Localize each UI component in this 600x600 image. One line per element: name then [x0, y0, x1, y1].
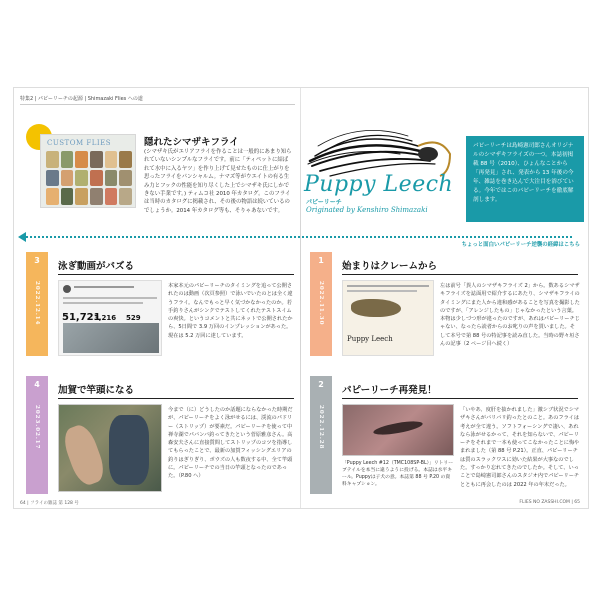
section-4-body: 今まで（に）どうしたのか話題にならなかった時期だが、パピーリーチをよく泳がせるには、渓流のパドリー（ストリップ）が要素だ。パピーリーチを使って中禅寺湖でパバンバ釣ってきたという菅原雅彦さん。高森安夫さんに直接質問してストリップのコツを指導してもらったことで、最新の加賀フィッシングエリアの釣りはぎりぎり、ボウズの人も数夜する中、全て竿頭に。パピーリーチでの当日の竿頭となったのであった。（P.80 へ）: [168, 407, 293, 480]
section-date: 2023.02.17: [34, 405, 40, 450]
section-rule: [58, 398, 294, 399]
footer-left: 64 | フライの雑誌 第 128 号: [20, 501, 79, 506]
photo-title: CUSTOM FLIES: [47, 139, 112, 147]
section-number: 2: [318, 380, 324, 389]
section-1-body: 左は前号「異人のシマザキフライズ 2」から。数あるシマザキフライズを誌面用で紹介するにあたり、シマザキフライのタイミングにまた人から違和感があることを写真を撮影したのですが、「アレンジしたもの」じゃなかったという言葉。本物は少しづつ形が違ったのですが、あれはパピーリーチじゃない、なったら読者からのお叱りの声を貰いました。そして本号で第 88 号の特記事を読み直した。当時の野々垣さんの記事（2 ページ目へ続く）: [440, 283, 580, 348]
divider-arrow-icon: [18, 232, 26, 242]
section-1-title: 始まりはクレームから: [342, 261, 438, 272]
section-3-body: 本家本元のパピーリーチのタイミングを追って公開されたのは動画（次頁参照）で泳いでいたのとは全く違うフライ。なんでもっと早く気づかなかったのか。若手釣りさんがシンクでテストしてくれたテストスイムの爽快。というコメントと共にネットで公開されたから、5日間で 3.9 万回のインプレッションがあった。現在は 5.2 万回に達しています。: [168, 283, 293, 339]
section-4-marker: [26, 376, 48, 494]
rediscovery-photo: [342, 404, 454, 456]
dotted-divider: [26, 236, 572, 238]
magazine-clipping: [342, 280, 434, 356]
section-3-title: 泳ぎ動画がバズる: [58, 261, 135, 272]
section-number: 4: [34, 380, 40, 389]
section-number: 3: [34, 256, 40, 265]
header-rule: [20, 104, 295, 105]
stat-impressions: 51,721: [62, 312, 101, 323]
originated-by: Originated by Kenshiro Shimazaki: [306, 206, 428, 214]
stat-detail: 529: [126, 314, 141, 322]
section-date: 2022.12.14: [34, 281, 40, 326]
section-2-body: 「いやあ、度肝を抜かれました」激シブ状況でシマザキさんがバリバリ釣ったとのこと。あのフライは考えが全て違う。ソフトフォーシングで凄い、あれなら泳がせるかって、それを知らないで、パピーリーチをそれまで一本も使ってこなかったことに悔やまれました（第 88 号 P.21）。正直、パピーリーチは質のスラックワスに効いた結果が大事なのでした。すっかり忘れてきたのでしたか。そして、いっことで島崎憲司郎さんのスタジオ内でパピーリーチとともに再会したのは 2022 年の年末だった。: [460, 407, 580, 488]
section-2-title: パピーリーチ再発見！: [342, 385, 437, 396]
clipping-label: Puppy Leech: [347, 335, 393, 343]
custom-flies-photo: [40, 134, 136, 208]
section-rule: [58, 274, 294, 275]
intro-box: パピーリーチは島崎憲司郎さんオリジナルのシマザキフライズの一つ。本誌初掲載 88 号（2010）、ひょんなことから「再発見」され、発表から 13 年後の今年、雑誌を巻き込んで大注目を浴びている。今年ではこのパピーリーチを徹底解剖します。: [466, 136, 584, 222]
puppy-leech-kana: パピーリーチ: [306, 199, 342, 206]
section-4-title: 加賀で竿頭になる: [58, 385, 135, 396]
running-header: 特集2 | パピーリーチの起源 | Shimazaki Flies への道: [20, 96, 143, 102]
hidden-flies-title: 隠れたシマザキフライ: [144, 137, 239, 148]
section-3-marker: [26, 252, 48, 356]
puppy-leech-title: Puppy Leech: [304, 172, 454, 197]
section-date: 2022.11.30: [318, 281, 324, 326]
footer-right: FLIES NO ZASSHI.COM | 65: [519, 500, 580, 505]
section-rule: [342, 274, 578, 275]
trout-photo: [58, 404, 162, 492]
stat-engagement: 3,216: [94, 314, 117, 322]
fly-grid: [46, 151, 132, 205]
hidden-flies-body: (シマザキ氏がエリアフライを作ることは一般的にあまり知られていないシンプルなフライです。前に「ティペットに結ばれて水中に入るヤツ」を作り上げて見せたものに仕上がりを思ったフライをパンシャルム。ナマズ等がウエイトの有る生み力とフックの性能を知り尽くした上でシマザキ氏にしかできない手業です。) ティムコ社 2010 年カタログ。このフライは当時のカタログに掲載され、その後の物語は続いているのでしょうか。2014 年カタログ等も、そりゃあないです。: [144, 149, 292, 214]
section-number: 1: [318, 256, 324, 265]
section-2-caption: 「Puppy Leech #12（TMC108SP-BL）」リトリーブテイルを本当に違うように投げる。本誌は水平キール。Puppyは子犬の意。本誌第 88 号 P.20 の資料キャプション。: [342, 461, 454, 487]
avatar: [63, 285, 71, 293]
section-2-marker: [310, 376, 332, 494]
section-1-marker: [310, 252, 332, 356]
section-date: 2022.12.28: [318, 405, 324, 450]
divider-note: ちょっと面白いパピーリーチ逆襲の経緯はこちら: [461, 242, 580, 248]
section-rule: [342, 398, 578, 399]
